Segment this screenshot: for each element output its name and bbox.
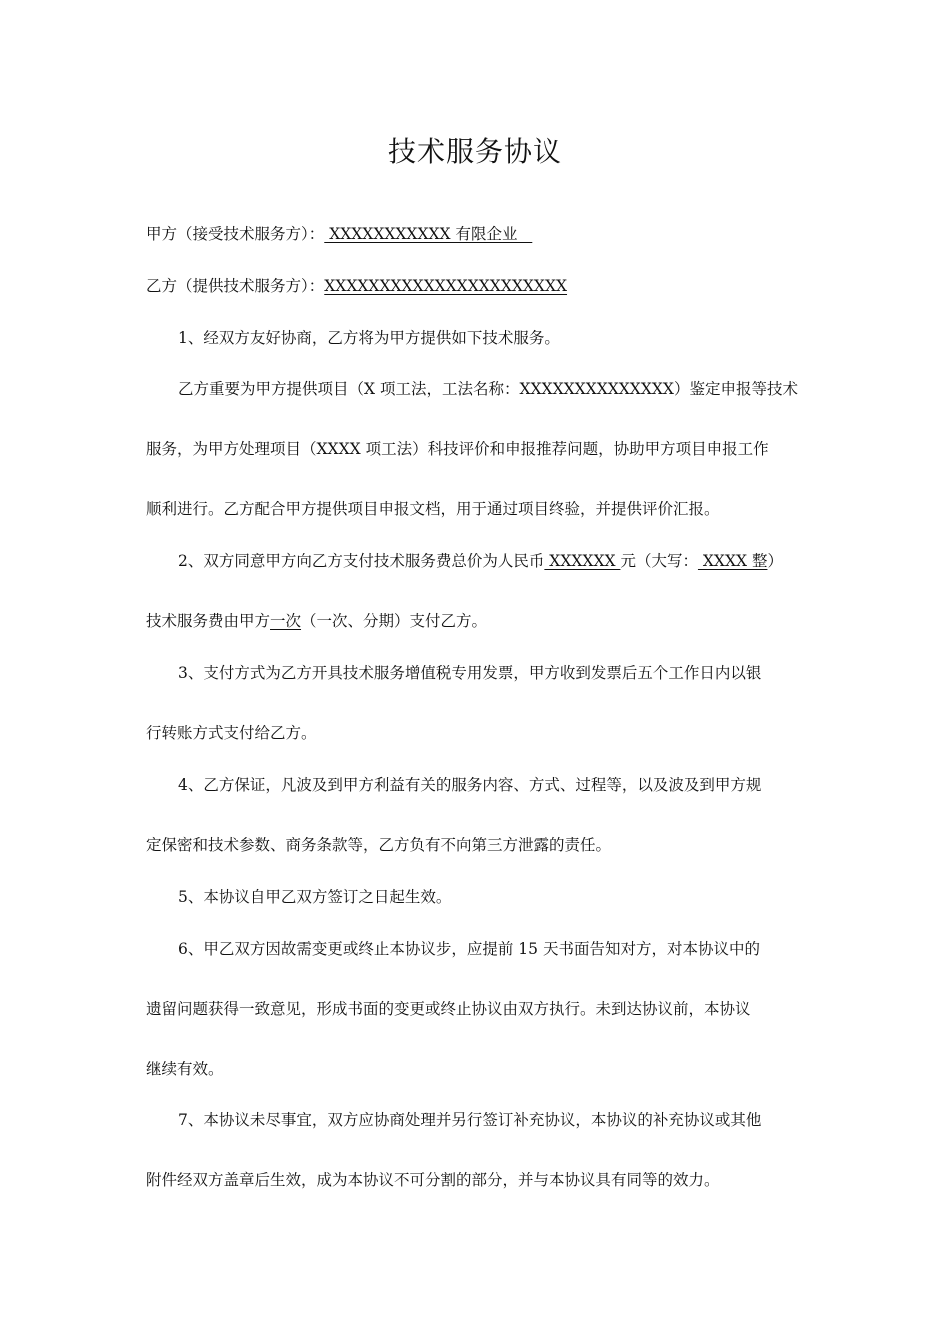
clause-2-line-2-prefix: 技术服务费由甲方: [146, 612, 271, 630]
clause-2-line-2: [146, 609, 810, 633]
clause-1-line-3: 服务，为甲方处理项目（XXXX 项工法）科技评价和申报推荐问题，协助甲方项目申报工作: [146, 440, 769, 458]
party-b-label: 乙方（提供技术服务方）：: [146, 277, 325, 295]
clause-7-line-1: 7、本协议未尽事宜，双方应协商处理并另行签订补充协议，本协议的补充协议或其他: [178, 1111, 762, 1129]
clause-6-line-1: 6、甲乙双方因故需变更或终止本协议步，应提前 15 天书面告知对方，对本协议中的: [178, 940, 760, 958]
clause-4-line-1: 4、乙方保证，凡波及到甲方利益有关的服务内容、方式、过程等，以及波及到甲方规: [178, 776, 762, 794]
service-fee-amount-caps: XXXX 整: [697, 552, 768, 570]
party-a-line: [146, 222, 810, 246]
party-a-value: XXXXXXXXXXX 有限企业: [324, 225, 533, 243]
clause-5-line-1: 5、本协议自甲乙双方签订之日起生效。: [178, 888, 452, 906]
clause-2-line-2-suffix: （一次、分期）支付乙方。: [301, 612, 488, 630]
document-title: 技术服务协议: [387, 135, 562, 168]
clause-2-mid: 元（大写：: [620, 552, 698, 570]
clause-1-line-1: 1、经双方友好协商，乙方将为甲方提供如下技术服务。: [178, 329, 560, 347]
clause-3-line-1: 3、支付方式为乙方开具技术服务增值税专用发票，甲方收到发票后五个工作日内以银: [178, 664, 762, 682]
clause-7-line-2: 附件经双方盖章后生效，成为本协议不可分割的部分，并与本协议具有同等的效力。: [146, 1171, 720, 1189]
clause-3-line-2: 行转账方式支付给乙方。: [146, 724, 317, 742]
clause-1-line-2: 乙方重要为甲方提供项目（X 项工法，工法名称：XXXXXXXXXXXXXX）鉴定申报等技术: [178, 380, 798, 398]
clause-6-line-3: 继续有效。: [146, 1060, 224, 1078]
party-b-value: XXXXXXXXXXXXXXXXXXXXXX: [324, 277, 568, 295]
clause-4-line-2: 定保密和技术参数、商务条款等，乙方负有不向第三方泄露的责任。: [146, 836, 612, 854]
clause-2-prefix: 2、双方同意甲方向乙方支付技术服务费总价为人民币: [178, 552, 545, 570]
party-a-label: 甲方（接受技术服务方）：: [146, 225, 325, 243]
party-b-line: [146, 274, 810, 298]
clause-2-suffix: ）: [767, 552, 783, 570]
clause-2-line-1: [178, 549, 810, 573]
clause-6-line-2: 遗留问题获得一致意见，形成书面的变更或终止协议由双方执行。未到达协议前，本协议: [146, 1000, 751, 1018]
payment-mode: 一次: [270, 612, 302, 630]
service-fee-amount: XXXXXX: [544, 552, 621, 570]
clause-1-line-4: 顺利进行。乙方配合甲方提供项目申报文档，用于通过项目终验，并提供评价汇报。: [146, 500, 720, 518]
